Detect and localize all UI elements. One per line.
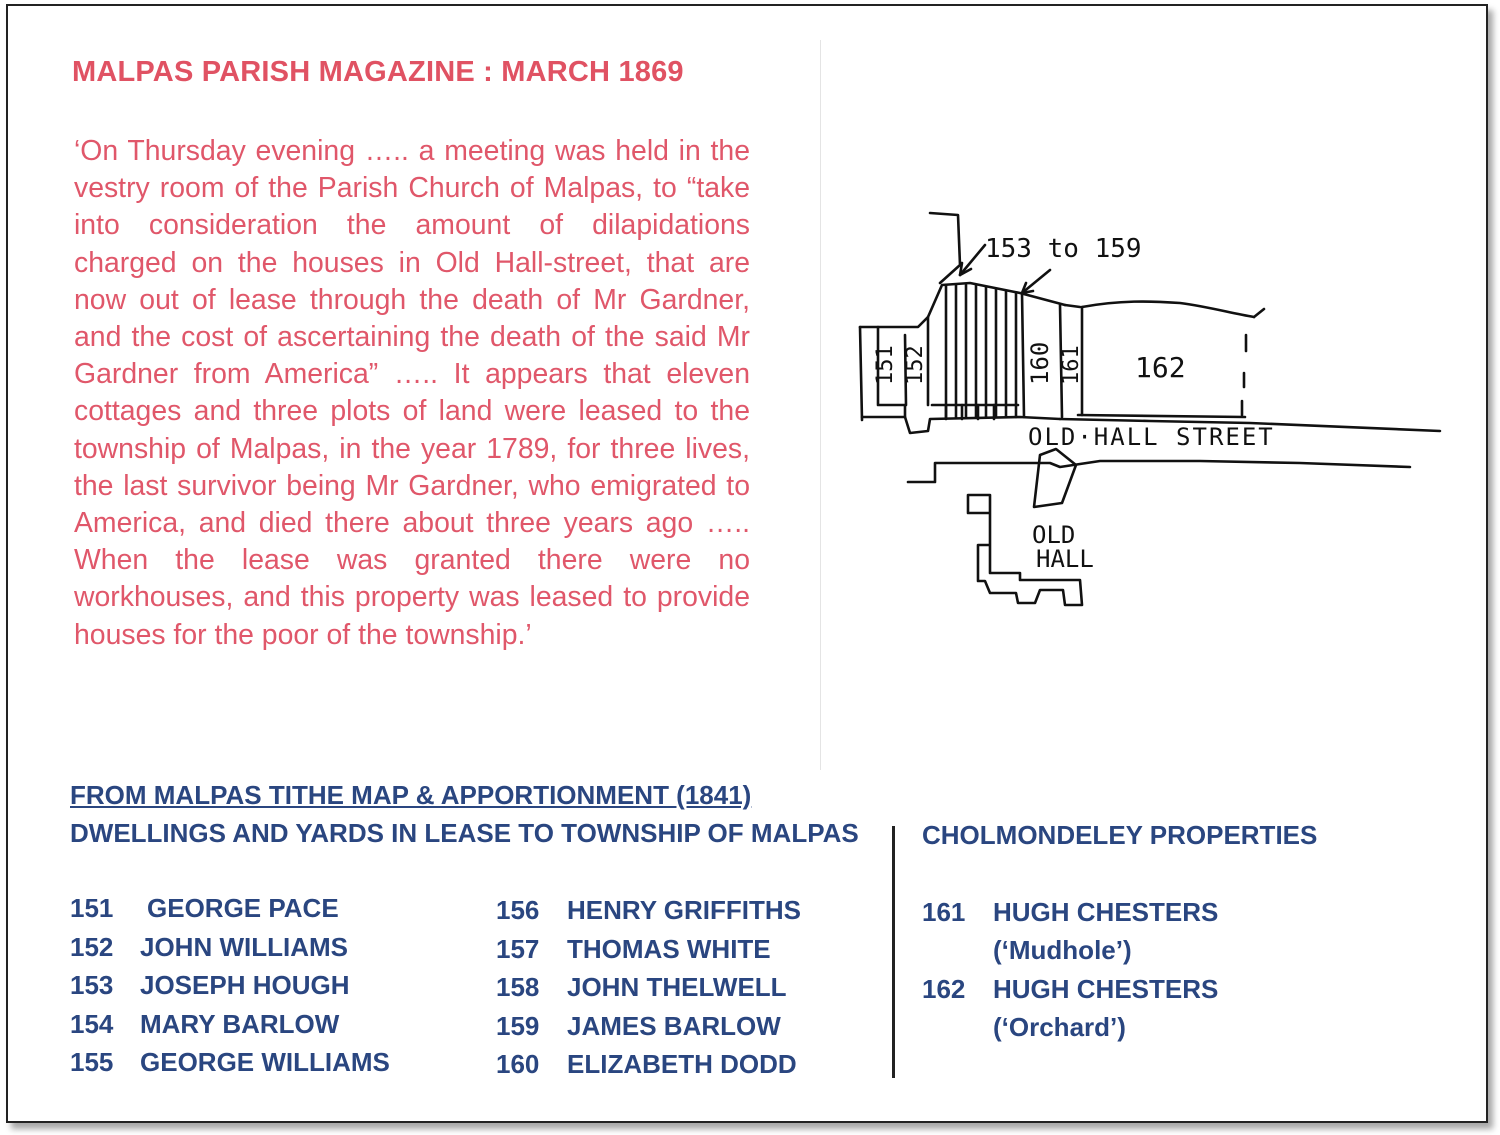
- occupier-name: HUGH CHESTERS: [993, 897, 1219, 927]
- list-item: [496, 934, 876, 973]
- plot-number: 151: [70, 893, 114, 923]
- plot-number: 161: [922, 897, 966, 927]
- plot-number: 160: [496, 1049, 540, 1079]
- plot-number: 157: [496, 933, 540, 964]
- occupier-name: JOSEPH HOUGH: [140, 970, 350, 1000]
- plot-number: 162: [922, 974, 966, 1004]
- magazine-heading: MALPAS PARISH MAGAZINE : MARCH 1869: [72, 56, 684, 88]
- plot-number: 152: [70, 931, 114, 962]
- plot-152: 152: [903, 345, 928, 385]
- property-nickname: (‘Mudhole’): [993, 935, 1132, 965]
- old-hall-label-2: HALL: [1036, 545, 1094, 573]
- plot-160: 160: [1026, 341, 1054, 385]
- plot-number: 158: [496, 972, 540, 1002]
- plot-number: 153: [70, 970, 114, 1000]
- plot-number: 154: [70, 1008, 114, 1039]
- lease-list-column-1: [70, 893, 470, 1086]
- list-item: [922, 897, 1322, 974]
- lease-section-title: DWELLINGS AND YARDS IN LEASE TO TOWNSHIP OF MALPAS: [70, 818, 859, 848]
- plot-number: 159: [496, 1010, 540, 1041]
- plot-162: 162: [1135, 351, 1186, 384]
- plot-151: 151: [873, 345, 898, 385]
- occupier-name: GEORGE WILLIAMS: [140, 1047, 390, 1077]
- list-item: [496, 895, 876, 934]
- plot-161: 161: [1059, 345, 1084, 385]
- section-divider: [892, 826, 895, 1078]
- magazine-quote: ‘On Thursday evening ….. a meeting was held in the vestry room of the Parish Church of Malpas, to “take into consideration the amount of dilapidations charged on the houses in Old Hall-street, that are now out of lease through the death of Mr Gardner, and the cost of ascertaining the death of the said Mr Gardner from America” ….. It appears that eleven cottages and three plots of land were leased to the township of Malpas, in the year 1789, for three lives, the last survivor being Mr Gardner, who emigrated to America, and died there about three years ago ….. When the lease was granted there were no workhouses, and this property was leased to provide houses for the poor of the township.’: [74, 135, 750, 651]
- range-label: 153 to 159: [985, 234, 1142, 264]
- occupier-name: HENRY GRIFFITHS: [567, 895, 802, 925]
- plot-number: 155: [70, 1047, 114, 1077]
- property-nickname: (‘Orchard’): [993, 1012, 1126, 1042]
- list-item: [922, 974, 1322, 1051]
- old-hall-label-1: OLD: [1032, 521, 1076, 549]
- list-item: [496, 1049, 876, 1088]
- occupier-name: HUGH CHESTERS: [993, 974, 1219, 1004]
- cholmondeley-section-title: CHOLMONDELEY PROPERTIES: [922, 820, 1318, 850]
- occupier-name: JAMES BARLOW: [567, 1010, 781, 1041]
- list-item: [70, 970, 470, 1009]
- column-divider-faint: [820, 40, 821, 770]
- occupier-name: ELIZABETH DODD: [567, 1049, 797, 1079]
- occupier-name: GEORGE PACE: [147, 893, 339, 923]
- list-item: [496, 1011, 876, 1050]
- list-item: [70, 1047, 470, 1086]
- list-item: [70, 932, 470, 971]
- occupier-name: JOHN THELWELL: [567, 972, 787, 1002]
- cholmondeley-list: [922, 897, 1322, 1051]
- list-item: [496, 972, 876, 1011]
- occupier-name: MARY BARLOW: [140, 1008, 340, 1039]
- sketch-map: [850, 205, 1450, 615]
- lease-list-column-2: [496, 895, 876, 1088]
- list-item: [70, 893, 470, 932]
- street-label: OLD·HALL STREET: [1028, 423, 1275, 451]
- occupier-name: THOMAS WHITE: [567, 933, 771, 964]
- tithe-map-title: FROM MALPAS TITHE MAP & APPORTIONMENT (1841): [70, 780, 752, 810]
- plot-number: 156: [496, 895, 540, 925]
- list-item: [70, 1009, 470, 1048]
- occupier-name: JOHN WILLIAMS: [140, 931, 348, 962]
